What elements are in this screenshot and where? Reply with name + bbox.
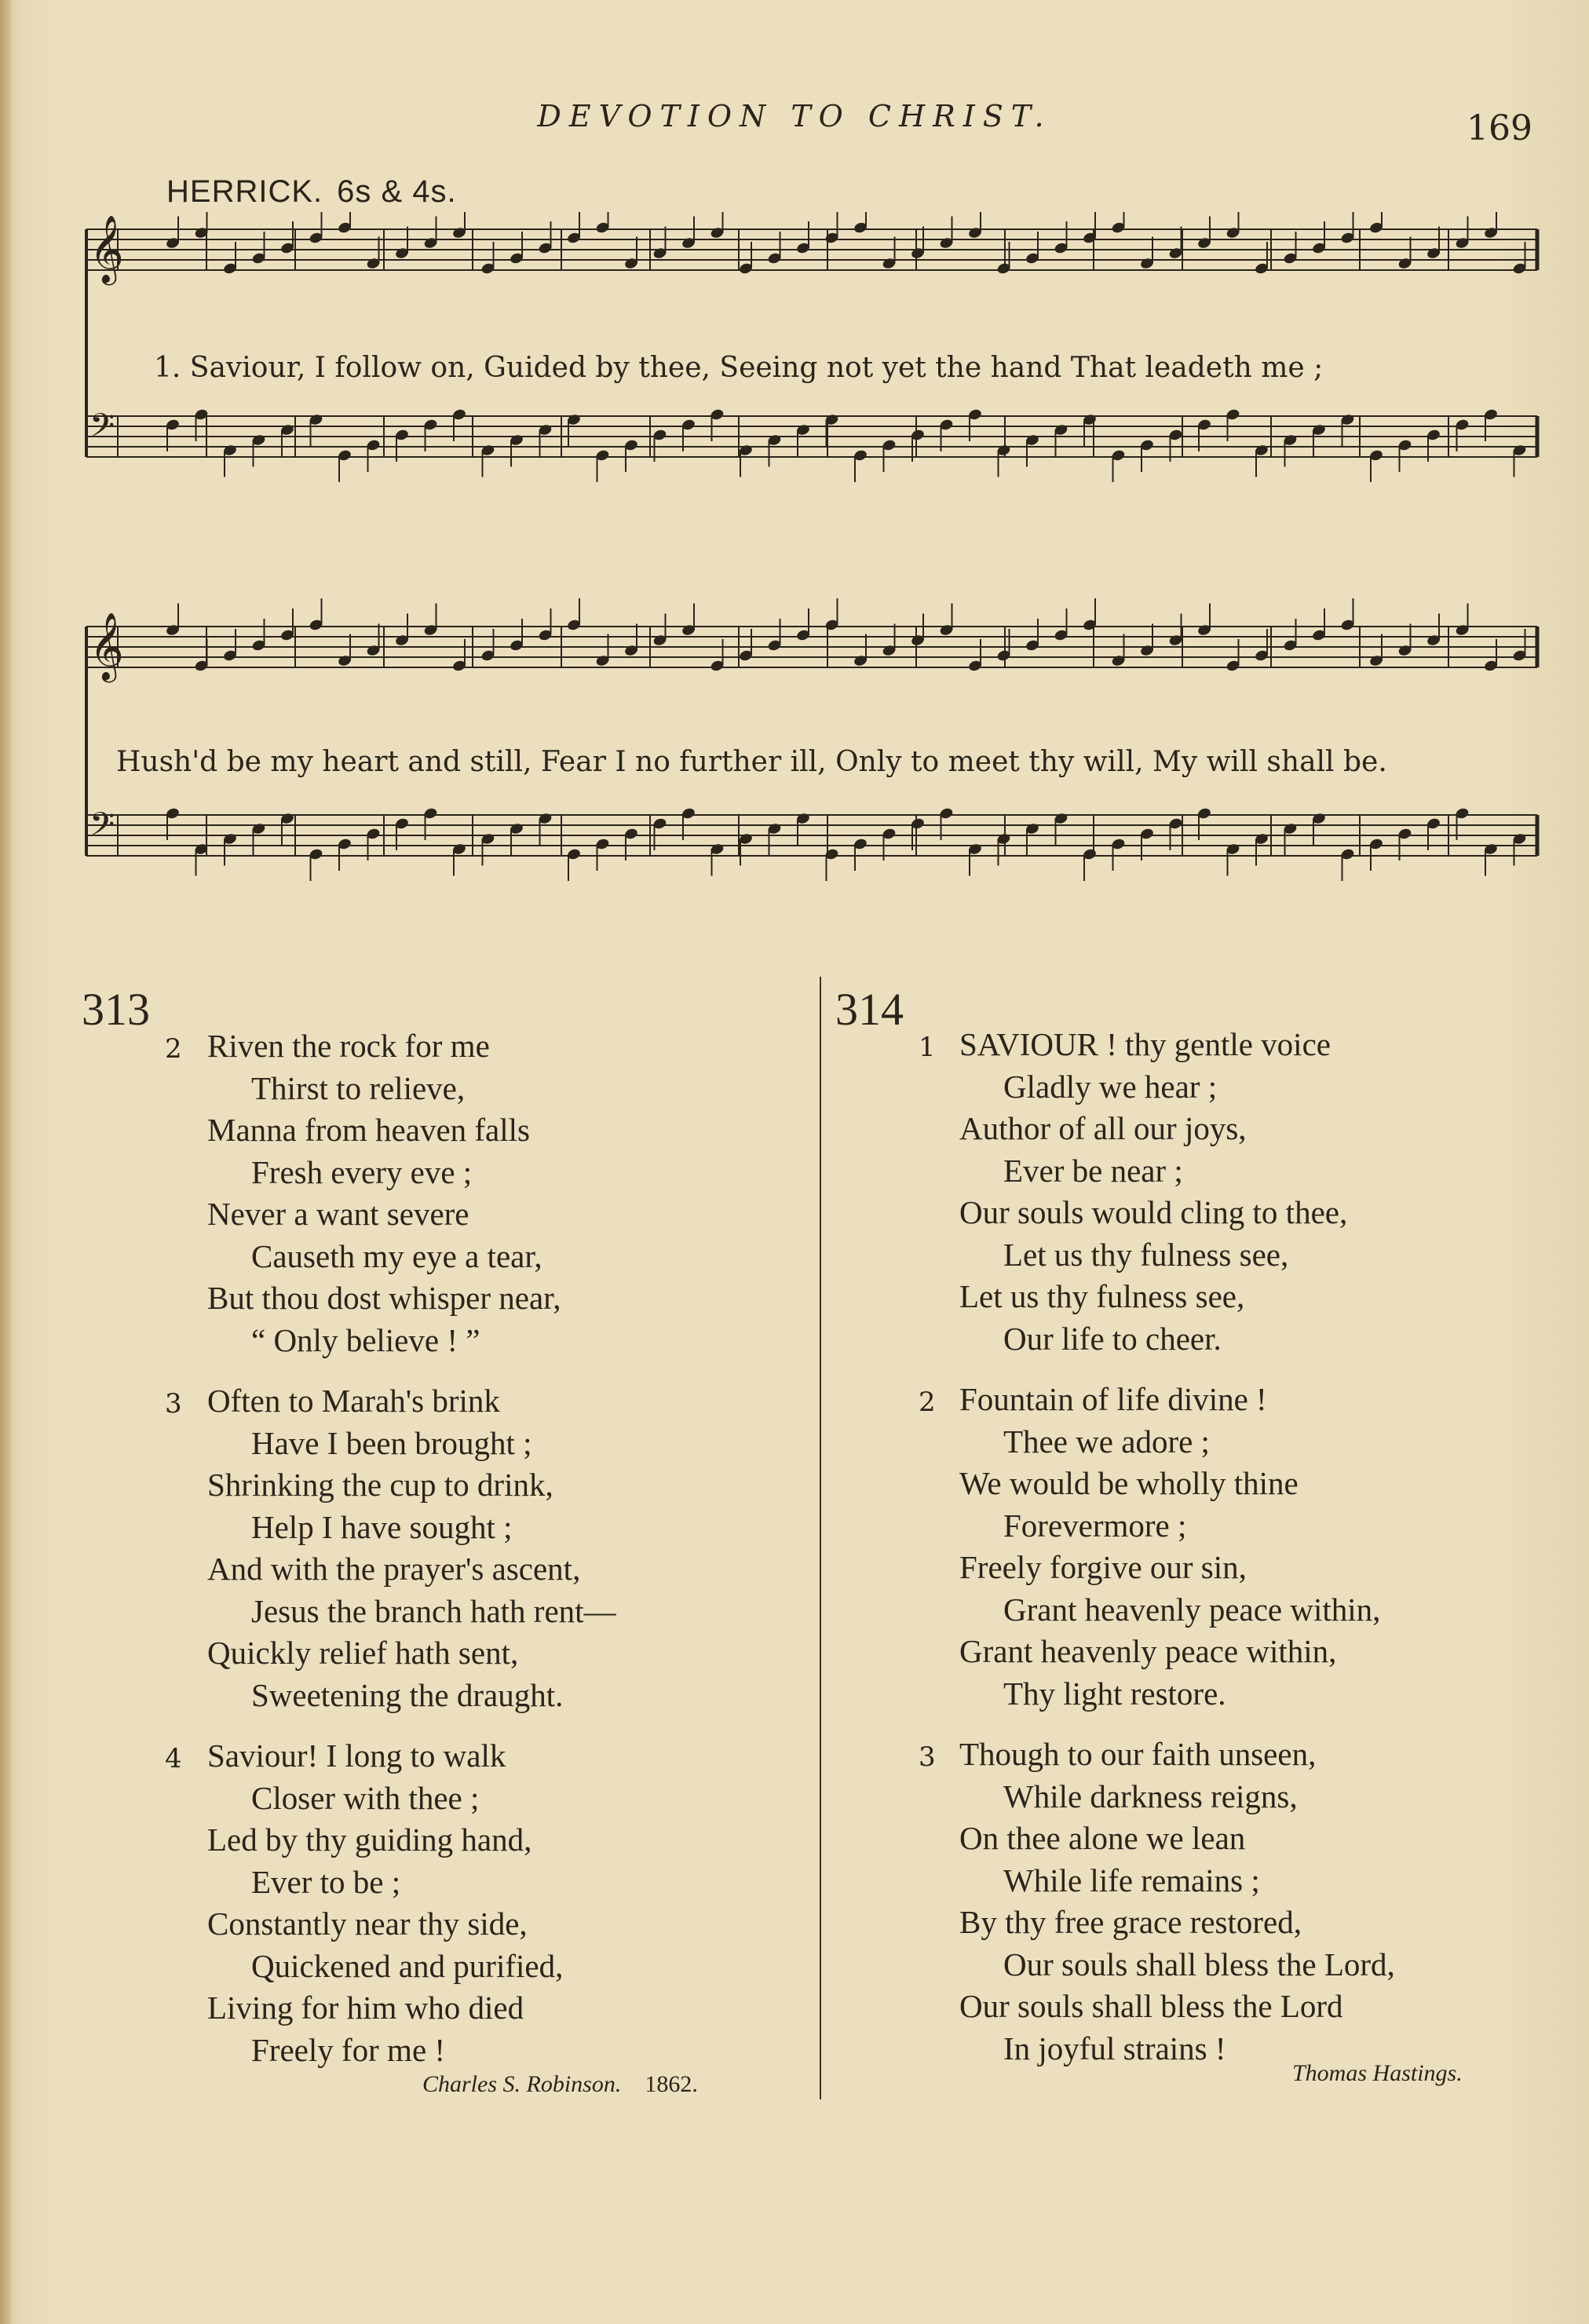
verse-line: By thy free grace restored, — [959, 1904, 1302, 1940]
verse-number: 2 — [919, 1387, 936, 1418]
verse-line: Though to our faith unseen, — [959, 1736, 1317, 1772]
verse-line: Sweetening the draught. — [251, 1676, 564, 1713]
verse-line: Thee we adore ; — [1003, 1423, 1210, 1460]
verse-line: “ Only believe ! ” — [251, 1321, 480, 1358]
hymn-313-attribution — [422, 2071, 698, 2098]
treble-clef-icon: 𝄞 — [89, 612, 124, 680]
verse-line: Author of all our joys, — [959, 1110, 1247, 1146]
verse-line: Ever to be ; — [251, 1863, 401, 1900]
verse-line: Grant heavenly peace within, — [959, 1633, 1337, 1669]
verse-line: Thirst to relieve, — [251, 1069, 466, 1106]
verse-line: SAVIOUR ! thy gentle voice — [959, 1026, 1331, 1062]
verse-line: Forevermore ; — [1003, 1507, 1187, 1544]
page-number: 169 — [1467, 108, 1532, 148]
verse-line: Grant heavenly peace within, — [1003, 1591, 1381, 1628]
verse-line: Ever be near ; — [1003, 1152, 1183, 1189]
verse-line: Shrinking the cup to drink, — [207, 1467, 553, 1503]
hymn-number-313: 313 — [82, 984, 150, 1035]
verse-line: In joyful strains ! — [1003, 2030, 1226, 2066]
verse-line: And with the prayer's ascent, — [207, 1551, 581, 1587]
bass-clef-icon: 𝄢 — [89, 407, 115, 452]
verse-line: We would be wholly thine — [959, 1465, 1299, 1501]
verse-line: Let us thy fulness see, — [959, 1278, 1245, 1314]
bass-clef-icon: 𝄢 — [89, 806, 115, 851]
running-head: DEVOTION TO CHRIST. — [537, 99, 1052, 133]
verse-line: Help I have sought ; — [251, 1508, 513, 1545]
verse-line: Freely forgive our sin, — [959, 1549, 1247, 1585]
verse-line: Jesus the branch hath rent— — [251, 1592, 616, 1629]
lyric-line-1: 1. Saviour, I follow on, Guided by thee, Seeing not yet the hand That leadeth me ; — [154, 352, 1324, 384]
verse-line: Our souls shall bless the Lord — [959, 1988, 1343, 2024]
verse-line: Manna from heaven falls — [207, 1112, 530, 1148]
music-score — [79, 212, 1554, 919]
verse-number: 4 — [165, 1743, 182, 1774]
verse-line: Quickened and purified, — [251, 1947, 564, 1984]
verse-line: On thee alone we lean — [959, 1820, 1246, 1856]
hymn-314-author: Thomas Hastings. — [1292, 2060, 1463, 2086]
hymn-number-314: 314 — [835, 984, 904, 1035]
verse-line: Have I been brought ; — [251, 1424, 532, 1461]
treble-clef-icon: 𝄞 — [89, 215, 124, 283]
lyric-line-2: Hush'd be my heart and still, Fear I no further ill, Only to meet thy will, My will shall be. — [116, 746, 1387, 778]
verse-line: Thy light restore. — [1003, 1675, 1226, 1712]
verse-line: Our souls shall bless the Lord, — [1003, 1946, 1395, 1982]
tune-meter: 6s & 4s. — [337, 174, 457, 209]
verse-number: 1 — [919, 1032, 936, 1063]
verse-line: While life remains ; — [1003, 1862, 1260, 1898]
verse-line: Gladly we hear ; — [1003, 1068, 1218, 1105]
verse-number: 3 — [165, 1388, 182, 1420]
book-spine-shadow — [0, 0, 11, 2324]
verse-line: Often to Marah's brink — [207, 1383, 500, 1419]
verse-line: Our life to cheer. — [1003, 1320, 1222, 1357]
verse-number: 3 — [919, 1741, 936, 1773]
tune-heading — [166, 174, 457, 210]
verse-line: Fresh every eve ; — [251, 1153, 473, 1190]
verse-line: But thou dost whisper near, — [207, 1280, 561, 1316]
verse-line: Freely for me ! — [251, 2031, 446, 2068]
verse-line: Saviour! I long to walk — [207, 1738, 506, 1774]
verse-line: Fountain of life divine ! — [959, 1381, 1267, 1417]
tune-name: HERRICK. — [166, 174, 323, 209]
verse-line: Quickly relief hath sent, — [207, 1635, 519, 1671]
verse-line: While darkness reigns, — [1003, 1778, 1298, 1814]
verse-line: Led by thy guiding hand, — [207, 1822, 532, 1858]
hymn-313-author: Charles S. Robinson. — [422, 2071, 622, 2097]
score-systems — [86, 212, 1537, 881]
verse-line: Riven the rock for me — [207, 1028, 490, 1064]
verse-line: Let us thy fulness see, — [1003, 1236, 1289, 1273]
verse-line: Closer with thee ; — [251, 1779, 480, 1816]
verse-line: Causeth my eye a tear, — [251, 1237, 542, 1274]
verse-line: Living for him who died — [207, 1990, 524, 2026]
verse-line: Never a want severe — [207, 1196, 469, 1232]
verse-line: Constantly near thy side, — [207, 1906, 528, 1942]
verse-line: Our souls would cling to thee, — [959, 1194, 1348, 1230]
hymn-313-year: 1862. — [645, 2071, 698, 2097]
verse-number: 2 — [165, 1033, 182, 1065]
column-divider — [820, 977, 821, 2099]
